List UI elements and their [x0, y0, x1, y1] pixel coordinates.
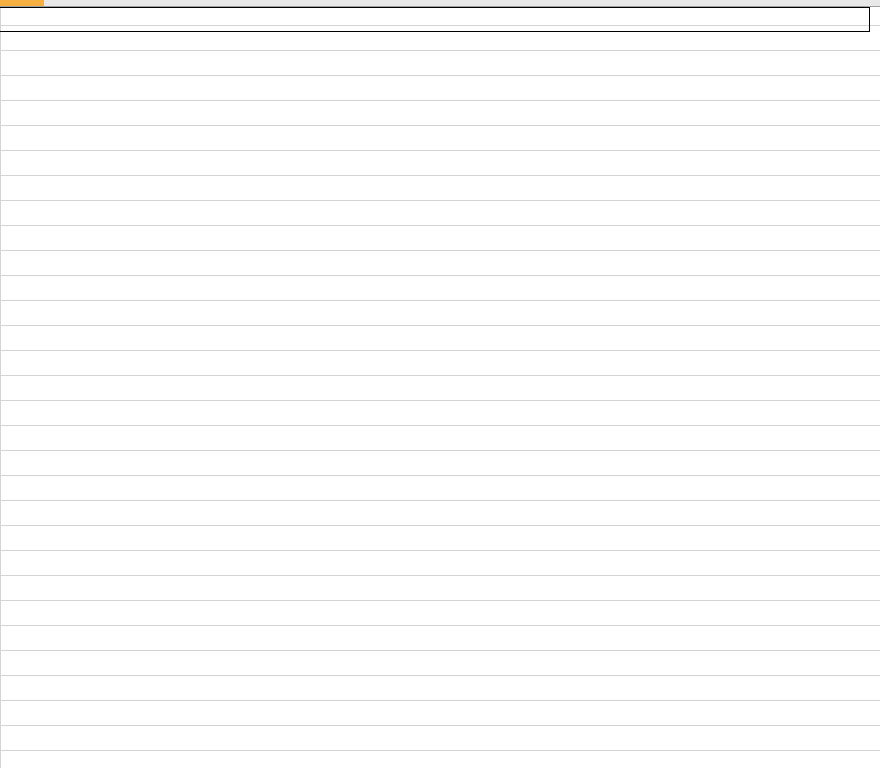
general-title[interactable] — [0, 7, 870, 32]
column-header-bar[interactable] — [0, 0, 880, 7]
general-title-row — [0, 7, 880, 32]
